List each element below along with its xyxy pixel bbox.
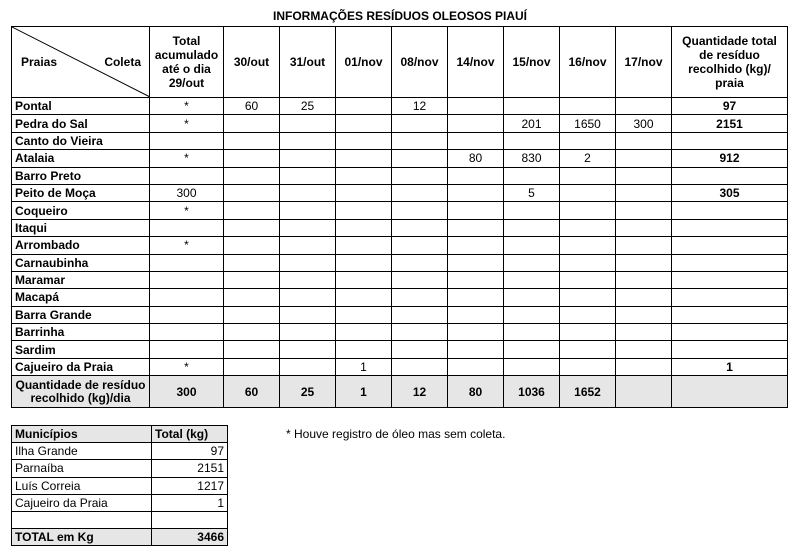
footnote: * Houve registro de óleo mas sem coleta. bbox=[286, 427, 506, 441]
table-row bbox=[12, 115, 788, 132]
date-header: 16/nov bbox=[560, 27, 616, 98]
date-value-cell bbox=[448, 237, 504, 254]
date-value-cell bbox=[280, 132, 336, 149]
accum-cell: * bbox=[150, 115, 224, 132]
beach-name-cell: Pontal bbox=[12, 98, 150, 115]
accum-cell: * bbox=[150, 358, 224, 375]
beach-total-cell: 97 bbox=[672, 98, 788, 115]
date-value-cell bbox=[280, 184, 336, 201]
municipio-total: 97 bbox=[152, 443, 228, 460]
accum-cell bbox=[150, 324, 224, 341]
date-value-cell bbox=[448, 184, 504, 201]
accum-cell bbox=[150, 167, 224, 184]
date-value-cell bbox=[448, 115, 504, 132]
date-value-cell bbox=[224, 237, 280, 254]
date-value-cell bbox=[224, 324, 280, 341]
date-value-cell bbox=[616, 271, 672, 288]
table-row bbox=[12, 184, 788, 201]
beach-name-cell: Maramar bbox=[12, 271, 150, 288]
date-value-cell bbox=[392, 254, 448, 271]
beach-name-cell: Carnaubinha bbox=[12, 254, 150, 271]
beach-name-cell: Sardim bbox=[12, 341, 150, 358]
daily-total-cell: 300 bbox=[150, 376, 224, 408]
accum-header: Total acumulado até o dia 29/out bbox=[150, 27, 224, 98]
grand-total-label: TOTAL em Kg bbox=[12, 529, 152, 546]
date-value-cell bbox=[280, 219, 336, 236]
table-row bbox=[12, 358, 788, 375]
date-value-cell: 2 bbox=[560, 150, 616, 167]
accum-cell: * bbox=[150, 202, 224, 219]
date-value-cell bbox=[504, 237, 560, 254]
date-value-cell bbox=[224, 202, 280, 219]
date-value-cell bbox=[616, 324, 672, 341]
beach-total-cell bbox=[672, 341, 788, 358]
date-value-cell bbox=[336, 219, 392, 236]
table-row bbox=[12, 324, 788, 341]
beach-total-cell bbox=[672, 289, 788, 306]
date-value-cell bbox=[224, 358, 280, 375]
date-value-cell bbox=[224, 150, 280, 167]
date-value-cell bbox=[448, 219, 504, 236]
beach-name-cell: Atalaia bbox=[12, 150, 150, 167]
date-value-cell bbox=[616, 167, 672, 184]
daily-total-cell bbox=[672, 376, 788, 408]
date-value-cell bbox=[448, 358, 504, 375]
date-value-cell bbox=[504, 132, 560, 149]
date-value-cell bbox=[448, 167, 504, 184]
beach-name-cell: Peito de Moça bbox=[12, 184, 150, 201]
date-value-cell bbox=[448, 306, 504, 323]
municipio-name bbox=[12, 511, 152, 528]
date-value-cell bbox=[392, 132, 448, 149]
date-header: 17/nov bbox=[616, 27, 672, 98]
date-value-cell bbox=[336, 167, 392, 184]
date-value-cell bbox=[560, 237, 616, 254]
accum-cell bbox=[150, 271, 224, 288]
date-value-cell bbox=[616, 306, 672, 323]
date-value-cell bbox=[504, 358, 560, 375]
accum-cell: 300 bbox=[150, 184, 224, 201]
date-value-cell bbox=[280, 167, 336, 184]
date-value-cell bbox=[616, 358, 672, 375]
daily-total-cell: 1 bbox=[336, 376, 392, 408]
date-value-cell: 80 bbox=[448, 150, 504, 167]
beach-total-cell: 2151 bbox=[672, 115, 788, 132]
date-value-cell bbox=[616, 98, 672, 115]
date-value-cell bbox=[392, 219, 448, 236]
table-row bbox=[12, 132, 788, 149]
rows-label: Praias bbox=[21, 55, 58, 69]
date-value-cell bbox=[392, 289, 448, 306]
date-value-cell bbox=[336, 202, 392, 219]
date-value-cell bbox=[616, 132, 672, 149]
date-value-cell bbox=[616, 289, 672, 306]
collection-table bbox=[11, 26, 788, 408]
date-value-cell bbox=[280, 271, 336, 288]
table-row bbox=[12, 254, 788, 271]
date-value-cell bbox=[392, 167, 448, 184]
table-row bbox=[12, 98, 788, 115]
grand-total-value: 3466 bbox=[152, 529, 228, 546]
date-value-cell bbox=[616, 202, 672, 219]
beach-total-cell bbox=[672, 167, 788, 184]
date-value-cell bbox=[616, 254, 672, 271]
date-value-cell bbox=[280, 341, 336, 358]
date-value-cell bbox=[280, 202, 336, 219]
table-row bbox=[12, 306, 788, 323]
date-value-cell: 1650 bbox=[560, 115, 616, 132]
date-value-cell bbox=[336, 289, 392, 306]
beach-total-cell bbox=[672, 237, 788, 254]
date-value-cell bbox=[504, 271, 560, 288]
date-value-cell bbox=[504, 324, 560, 341]
table-row bbox=[12, 289, 788, 306]
date-value-cell bbox=[280, 324, 336, 341]
date-value-cell: 830 bbox=[504, 150, 560, 167]
municipio-row bbox=[12, 494, 228, 511]
date-value-cell bbox=[224, 289, 280, 306]
date-value-cell bbox=[616, 184, 672, 201]
header-row bbox=[12, 27, 788, 98]
date-value-cell bbox=[280, 358, 336, 375]
date-value-cell bbox=[336, 115, 392, 132]
beach-total-cell bbox=[672, 254, 788, 271]
date-value-cell bbox=[448, 324, 504, 341]
date-header: 01/nov bbox=[336, 27, 392, 98]
total-header: Quantidade total de resíduo recolhido (kg)/ praia bbox=[672, 27, 788, 98]
accum-cell bbox=[150, 219, 224, 236]
beach-total-cell: 1 bbox=[672, 358, 788, 375]
table-row bbox=[12, 341, 788, 358]
date-header: 30/out bbox=[224, 27, 280, 98]
total-kg-header: Total (kg) bbox=[152, 426, 228, 443]
date-value-cell bbox=[504, 202, 560, 219]
daily-total-cell: 12 bbox=[392, 376, 448, 408]
daily-total-cell: 80 bbox=[448, 376, 504, 408]
date-value-cell: 12 bbox=[392, 98, 448, 115]
date-value-cell bbox=[280, 289, 336, 306]
date-value-cell: 5 bbox=[504, 184, 560, 201]
date-value-cell bbox=[336, 132, 392, 149]
date-value-cell bbox=[560, 184, 616, 201]
date-value-cell bbox=[392, 306, 448, 323]
date-value-cell bbox=[336, 341, 392, 358]
date-value-cell bbox=[280, 150, 336, 167]
daily-total-row bbox=[12, 376, 788, 408]
beach-total-cell: 912 bbox=[672, 150, 788, 167]
beach-name-cell: Barrinha bbox=[12, 324, 150, 341]
beach-name-cell: Canto do Vieira bbox=[12, 132, 150, 149]
date-value-cell bbox=[392, 324, 448, 341]
date-value-cell bbox=[616, 237, 672, 254]
municipio-row bbox=[12, 443, 228, 460]
date-value-cell bbox=[448, 271, 504, 288]
date-value-cell bbox=[504, 219, 560, 236]
corner-header-cell bbox=[12, 27, 150, 98]
daily-total-cell: 25 bbox=[280, 376, 336, 408]
municipio-name: Ilha Grande bbox=[12, 443, 152, 460]
date-value-cell bbox=[336, 237, 392, 254]
date-value-cell bbox=[616, 150, 672, 167]
beach-total-cell bbox=[672, 324, 788, 341]
date-value-cell bbox=[560, 324, 616, 341]
date-value-cell bbox=[224, 306, 280, 323]
date-value-cell bbox=[280, 306, 336, 323]
date-value-cell bbox=[504, 167, 560, 184]
date-value-cell bbox=[504, 98, 560, 115]
beach-name-cell: Coqueiro bbox=[12, 202, 150, 219]
date-value-cell bbox=[392, 115, 448, 132]
municipios-header-row bbox=[12, 426, 228, 443]
table-row bbox=[12, 219, 788, 236]
municipios-total-row bbox=[12, 529, 228, 546]
table-row bbox=[12, 202, 788, 219]
date-value-cell bbox=[224, 341, 280, 358]
date-value-cell bbox=[392, 271, 448, 288]
daily-total-cell bbox=[616, 376, 672, 408]
date-value-cell bbox=[504, 341, 560, 358]
date-value-cell bbox=[336, 324, 392, 341]
table-row bbox=[12, 167, 788, 184]
municipios-table bbox=[11, 425, 228, 546]
date-header: 31/out bbox=[280, 27, 336, 98]
date-value-cell bbox=[448, 341, 504, 358]
date-value-cell bbox=[336, 254, 392, 271]
beach-name-cell: Itaqui bbox=[12, 219, 150, 236]
beach-name-cell: Cajueiro da Praia bbox=[12, 358, 150, 375]
date-value-cell bbox=[448, 289, 504, 306]
municipio-total: 1 bbox=[152, 494, 228, 511]
date-value-cell bbox=[448, 98, 504, 115]
accum-cell: * bbox=[150, 237, 224, 254]
daily-total-cell: 60 bbox=[224, 376, 280, 408]
date-value-cell bbox=[392, 150, 448, 167]
date-value-cell bbox=[560, 98, 616, 115]
date-value-cell bbox=[336, 306, 392, 323]
accum-cell: * bbox=[150, 98, 224, 115]
date-value-cell bbox=[392, 341, 448, 358]
date-value-cell bbox=[560, 219, 616, 236]
date-value-cell: 25 bbox=[280, 98, 336, 115]
date-value-cell bbox=[224, 167, 280, 184]
date-value-cell bbox=[504, 306, 560, 323]
beach-name-cell: Macapá bbox=[12, 289, 150, 306]
accum-cell bbox=[150, 132, 224, 149]
municipio-name: Parnaíba bbox=[12, 460, 152, 477]
beach-total-cell bbox=[672, 219, 788, 236]
daily-total-label: Quantidade de resíduo recolhido (kg)/dia bbox=[12, 376, 150, 408]
date-value-cell bbox=[280, 115, 336, 132]
municipio-name: Luís Correia bbox=[12, 477, 152, 494]
columns-label: Coleta bbox=[104, 55, 141, 69]
accum-cell bbox=[150, 289, 224, 306]
date-value-cell bbox=[336, 184, 392, 201]
date-value-cell bbox=[560, 271, 616, 288]
municipio-row bbox=[12, 460, 228, 477]
table-row bbox=[12, 150, 788, 167]
date-value-cell bbox=[392, 184, 448, 201]
date-value-cell bbox=[392, 358, 448, 375]
beach-total-cell bbox=[672, 202, 788, 219]
accum-cell bbox=[150, 254, 224, 271]
municipio-total bbox=[152, 511, 228, 528]
date-value-cell bbox=[224, 254, 280, 271]
date-value-cell bbox=[224, 115, 280, 132]
date-value-cell bbox=[280, 237, 336, 254]
date-value-cell bbox=[504, 289, 560, 306]
date-value-cell bbox=[336, 98, 392, 115]
date-header: 15/nov bbox=[504, 27, 560, 98]
date-value-cell bbox=[448, 202, 504, 219]
date-value-cell bbox=[224, 219, 280, 236]
municipio-row bbox=[12, 511, 228, 528]
date-value-cell bbox=[224, 132, 280, 149]
date-header: 14/nov bbox=[448, 27, 504, 98]
date-value-cell bbox=[504, 254, 560, 271]
date-value-cell bbox=[616, 219, 672, 236]
beach-name-cell: Barro Preto bbox=[12, 167, 150, 184]
date-value-cell bbox=[560, 289, 616, 306]
date-value-cell: 201 bbox=[504, 115, 560, 132]
date-value-cell bbox=[560, 202, 616, 219]
table-row bbox=[12, 271, 788, 288]
municipio-total: 1217 bbox=[152, 477, 228, 494]
beach-total-cell: 305 bbox=[672, 184, 788, 201]
beach-name-cell: Barra Grande bbox=[12, 306, 150, 323]
municipio-total: 2151 bbox=[152, 460, 228, 477]
date-value-cell bbox=[560, 358, 616, 375]
date-value-cell bbox=[616, 341, 672, 358]
beach-total-cell bbox=[672, 132, 788, 149]
date-value-cell bbox=[560, 306, 616, 323]
beach-name-cell: Pedra do Sal bbox=[12, 115, 150, 132]
date-header: 08/nov bbox=[392, 27, 448, 98]
date-value-cell bbox=[560, 341, 616, 358]
date-value-cell bbox=[448, 132, 504, 149]
date-value-cell bbox=[336, 150, 392, 167]
date-value-cell bbox=[224, 271, 280, 288]
date-value-cell: 60 bbox=[224, 98, 280, 115]
date-value-cell bbox=[560, 132, 616, 149]
municipio-name: Cajueiro da Praia bbox=[12, 494, 152, 511]
accum-cell: * bbox=[150, 150, 224, 167]
date-value-cell bbox=[392, 202, 448, 219]
date-value-cell bbox=[560, 167, 616, 184]
date-value-cell bbox=[336, 271, 392, 288]
date-value-cell bbox=[560, 254, 616, 271]
date-value-cell bbox=[392, 237, 448, 254]
accum-cell bbox=[150, 341, 224, 358]
date-value-cell: 300 bbox=[616, 115, 672, 132]
page-title: INFORMAÇÕES RESÍDUOS OLEOSOS PIAUÍ bbox=[272, 9, 528, 23]
municipio-row bbox=[12, 477, 228, 494]
accum-cell bbox=[150, 306, 224, 323]
table-row bbox=[12, 237, 788, 254]
date-value-cell bbox=[280, 254, 336, 271]
beach-name-cell: Arrombado bbox=[12, 237, 150, 254]
beach-total-cell bbox=[672, 306, 788, 323]
daily-total-cell: 1036 bbox=[504, 376, 560, 408]
beach-total-cell bbox=[672, 271, 788, 288]
date-value-cell bbox=[448, 254, 504, 271]
daily-total-cell: 1652 bbox=[560, 376, 616, 408]
date-value-cell bbox=[224, 184, 280, 201]
date-value-cell: 1 bbox=[336, 358, 392, 375]
municipios-header: Municípios bbox=[12, 426, 152, 443]
